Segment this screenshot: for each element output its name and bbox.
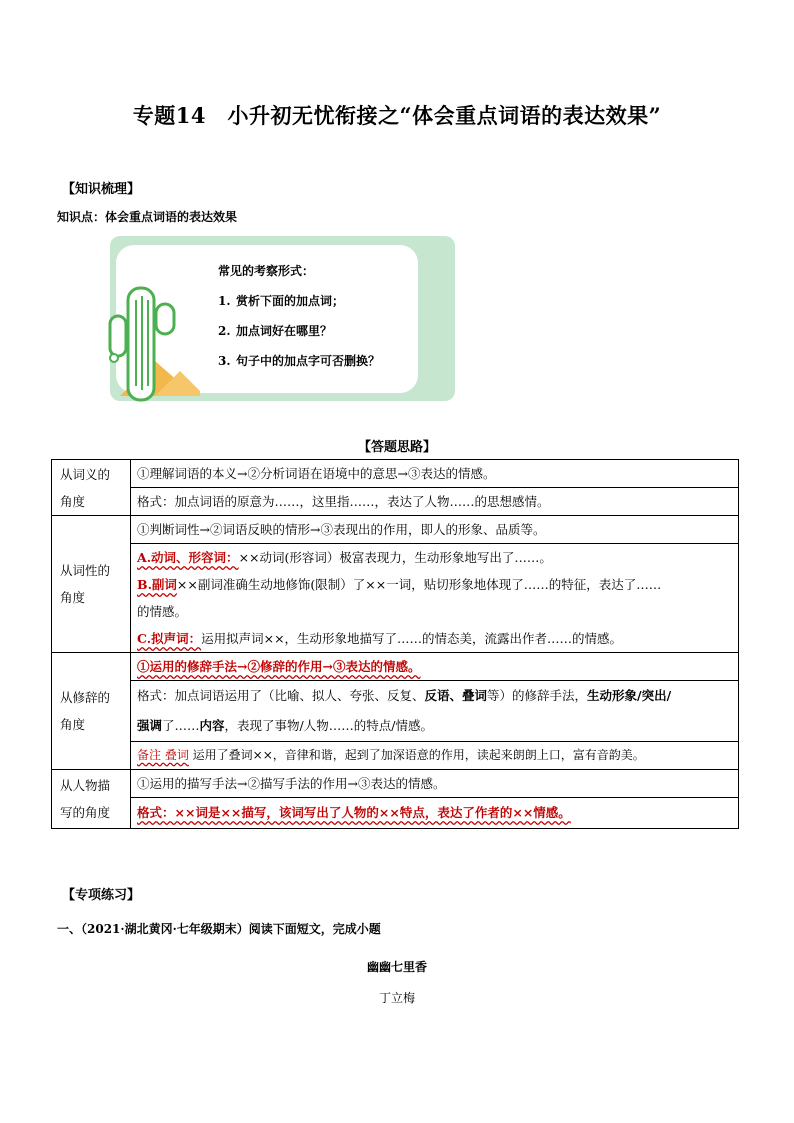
- card-item: 2. 加点词好在哪里？: [218, 324, 333, 338]
- table-row: [52, 742, 739, 770]
- card-item: 1. 赏析下面的加点词；: [218, 294, 345, 308]
- table-cell: 备注 叠词 运用了叠词××，音律和谐，起到了加深语意的作用，读起来朗朗上口，富有音韵美。: [131, 742, 739, 770]
- table-cell: ①运用的修辞手法→②修辞的作用→③表达的情感。: [131, 653, 739, 681]
- table-row: [52, 544, 739, 653]
- table-cell: 格式：加点词语运用了（比喻、拟人、夸张、反复、反语、叠词等）的修辞手法，生动形象/突出/ 强调了……内容，表现了事物/人物……的特点/情感。: [131, 681, 739, 742]
- table-cell: ①运用的描写手法→②描写手法的作用→③表达的情感。: [131, 770, 739, 798]
- page-title: 专题14 小升初无忧衔接之“体会重点词语的表达效果”: [132, 103, 662, 128]
- cactus-icon: [100, 276, 200, 406]
- table-row: [52, 681, 739, 742]
- row-header: 从词性的 角度: [52, 516, 131, 653]
- table-row: [52, 460, 739, 488]
- row-header: 从修辞的 角度: [52, 653, 131, 770]
- table-row: [52, 798, 739, 829]
- table-cell: 格式：加点词语的原意为……，这里指……，表达了人物……的思想感情。: [131, 488, 739, 516]
- exercise-heading: 【专项练习】: [62, 888, 141, 903]
- question-types-card: [100, 236, 460, 406]
- question-prompt: 一、（2021·湖北黄冈·七年级期末）阅读下面短文，完成小题: [57, 922, 381, 936]
- row-header: 从词义的 角度: [52, 460, 131, 516]
- corner-decoration-icon: [386, 236, 456, 266]
- row-header: 从人物描 写的角度: [52, 770, 131, 829]
- table-cell: 格式：××词是××描写，该词写出了人物的××特点，表达了作者的××情感。: [131, 798, 739, 829]
- card-heading: 常见的考察形式：: [218, 264, 315, 278]
- strategy-table: [51, 459, 739, 829]
- table-row: [52, 488, 739, 516]
- passage-title: 幽幽七里香: [366, 960, 427, 974]
- table-row: [52, 516, 739, 544]
- passage-author: 丁立梅: [378, 991, 415, 1005]
- table-row: [52, 653, 739, 681]
- table-cell: ①理解词语的本义→②分析词语在语境中的意思→③表达的情感。: [131, 460, 739, 488]
- card-text: [218, 264, 380, 368]
- card-item: 3. 句子中的加点字可否删换？: [218, 354, 381, 368]
- table-cell: A.动词、形容词：××动词(形容词）极富表现力，生动形象地写出了……。 B.副词××副词准确生动地修饰(限制）了××一词，贴切形象地体现了……的特征，表达了…… 的情感。 C.拟声词：运用拟声词××，生动形象地描写了……的情态美，流露出作者……的情感。: [131, 544, 739, 653]
- knowledge-point: 知识点：体会重点词语的表达效果: [57, 210, 238, 224]
- strategy-heading: 【答题思路】: [357, 440, 436, 455]
- table-cell: ①判断词性→②词语反映的情形→③表现出的作用，即人的形象、品质等。: [131, 516, 739, 544]
- table-row: [52, 770, 739, 798]
- knowledge-heading: 【知识梳理】: [62, 182, 141, 197]
